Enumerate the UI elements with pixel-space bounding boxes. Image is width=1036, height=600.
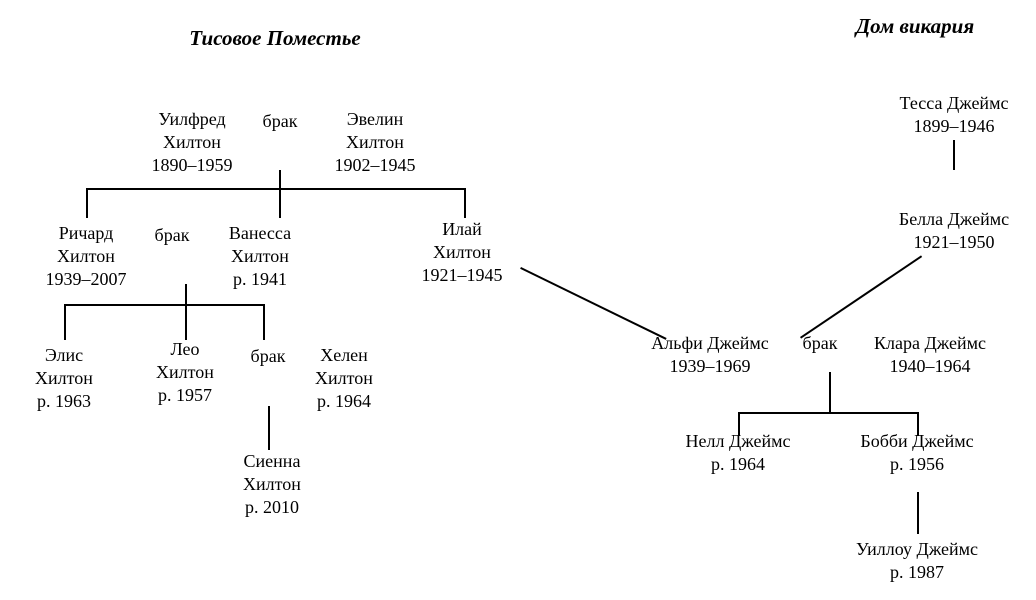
person-name-line1: Альфи Джеймс — [651, 333, 769, 353]
person-alfie-james — [636, 332, 784, 378]
person-richard-hilton — [34, 222, 138, 291]
person-dates: р. 1964 — [711, 454, 765, 475]
person-dates: 1921–1945 — [421, 265, 503, 286]
person-name-line1: Ванесса — [228, 223, 292, 243]
person-name-line1: Уиллоу Джеймс — [855, 539, 979, 559]
person-dates: р. 1987 — [890, 562, 944, 583]
house-title-yew-manor: Тисовое Поместье — [189, 26, 361, 50]
person-name-line1: Тесса Джеймс — [899, 93, 1009, 113]
person-name-line1: Ричард — [58, 223, 114, 243]
marriage-label-wilfred-evelyn: брак — [262, 111, 298, 131]
person-elis-hilton — [14, 344, 114, 413]
connector-vertical — [268, 406, 270, 450]
connector-vertical — [829, 372, 831, 414]
marriage-label-alfie-klara: брак — [802, 333, 838, 353]
person-klara-james — [850, 332, 1010, 378]
person-name-line1: Клара Джеймс — [874, 333, 986, 353]
person-name-line2: Хилтон — [163, 132, 221, 153]
person-dates: 1940–1964 — [889, 356, 971, 377]
person-name-line1: Уилфред — [158, 109, 226, 129]
person-dates: р. 1957 — [158, 385, 212, 406]
person-dates: 1939–1969 — [669, 356, 751, 377]
person-name-line2: Хилтон — [57, 246, 115, 267]
person-sienna-hilton — [218, 450, 326, 519]
person-evelyn-hilton — [318, 108, 432, 177]
person-name-line2: Хилтон — [156, 362, 214, 383]
connector-vertical — [279, 188, 281, 218]
house-title-vicarage: Дом викария — [855, 14, 975, 38]
person-vanessa-hilton — [208, 222, 312, 291]
person-ilay-hilton — [410, 218, 514, 287]
marriage-label-leo-helen: брак — [250, 346, 286, 366]
connector-vertical — [185, 304, 187, 340]
person-nell-james — [664, 430, 812, 476]
person-name-line1: Нелл Джеймс — [685, 431, 791, 451]
person-name-line2: Хилтон — [433, 242, 491, 263]
person-name-line1: Лео — [170, 339, 200, 359]
person-name-line2: Хилтон — [231, 246, 289, 267]
person-wilfred-hilton — [140, 108, 244, 177]
connector-vertical — [279, 170, 281, 189]
person-dates: 1939–2007 — [45, 269, 127, 290]
person-tessa-james — [880, 92, 1028, 138]
person-dates: р. 1956 — [890, 454, 944, 475]
connector-diagonal-ilay-alfie — [520, 267, 666, 339]
person-dates: 1921–1950 — [913, 232, 995, 253]
person-name-line1: Сиенна — [243, 451, 301, 471]
person-leo-hilton — [135, 338, 235, 407]
person-name-line1: Бобби Джеймс — [860, 431, 974, 451]
person-willow-james — [836, 538, 998, 584]
connector-diagonal-bella-alfie — [800, 255, 922, 338]
person-dates: 1890–1959 — [151, 155, 233, 176]
person-dates: 1902–1945 — [334, 155, 416, 176]
person-dates: р. 1964 — [317, 391, 371, 412]
person-dates: 1899–1946 — [913, 116, 995, 137]
person-dates: р. 2010 — [245, 497, 299, 518]
person-name-line1: Илай — [442, 219, 482, 239]
person-name-line2: Хилтон — [243, 474, 301, 495]
person-name-line1: Белла Джеймс — [898, 209, 1010, 229]
connector-vertical — [64, 304, 66, 340]
person-dates: р. 1963 — [37, 391, 91, 412]
connector-vertical — [185, 284, 187, 305]
connector-sibling-bar — [64, 304, 264, 306]
person-name-line2: Хилтон — [35, 368, 93, 389]
connector-vertical — [917, 492, 919, 534]
connector-vertical — [464, 188, 466, 218]
connector-vertical — [86, 188, 88, 218]
person-name-line1: Хелен — [320, 345, 368, 365]
connector-sibling-bar — [738, 412, 918, 414]
person-name-line1: Эвелин — [346, 109, 404, 129]
connector-sibling-bar — [86, 188, 466, 190]
person-dates: р. 1941 — [233, 269, 287, 290]
person-bella-james — [880, 208, 1028, 254]
person-bobbi-james — [843, 430, 991, 476]
person-name-line1: Элис — [44, 345, 84, 365]
person-name-line2: Хилтон — [315, 368, 373, 389]
connector-vertical — [953, 140, 955, 170]
person-helen-hilton — [298, 344, 390, 413]
connector-vertical — [263, 304, 265, 340]
person-name-line2: Хилтон — [346, 132, 404, 153]
marriage-label-richard-vanessa: брак — [154, 225, 190, 245]
